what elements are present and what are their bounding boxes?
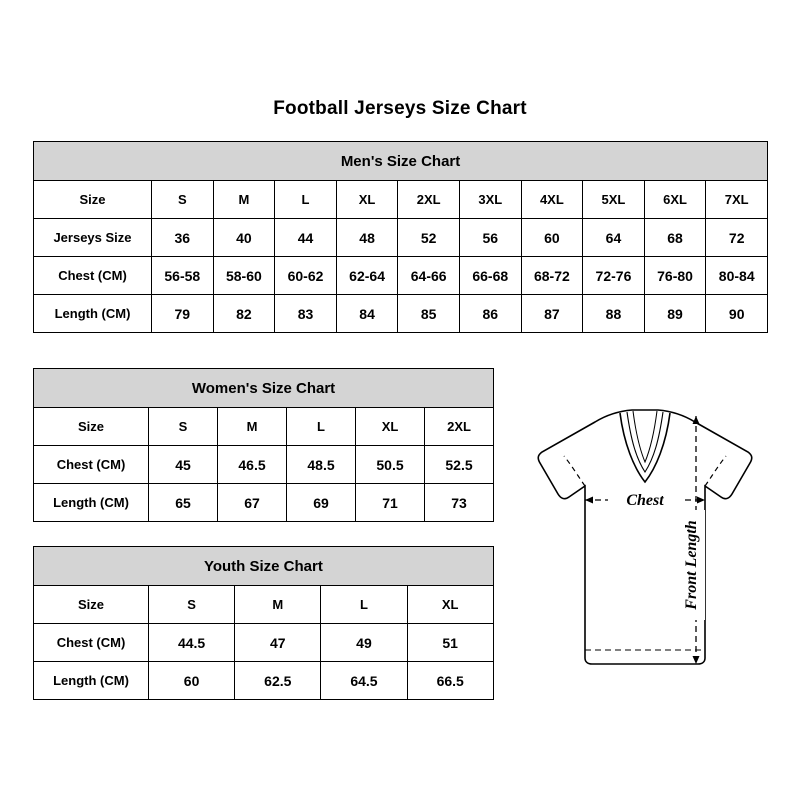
column-header: M bbox=[213, 181, 275, 219]
table-row bbox=[34, 662, 494, 700]
table-row bbox=[34, 446, 494, 484]
table-cell: 48.5 bbox=[287, 446, 356, 484]
column-header: M bbox=[235, 586, 321, 624]
table-cell: 36 bbox=[152, 219, 214, 257]
column-header: L bbox=[321, 586, 407, 624]
table-cell: 88 bbox=[583, 295, 645, 333]
table-cell: 60 bbox=[149, 662, 235, 700]
table-cell: 90 bbox=[706, 295, 768, 333]
row-label: Length (CM) bbox=[34, 295, 152, 333]
table-caption-row bbox=[34, 369, 494, 408]
table-cell: 62.5 bbox=[235, 662, 321, 700]
table-cell: 72 bbox=[706, 219, 768, 257]
table-row bbox=[34, 219, 768, 257]
table-cell: 64.5 bbox=[321, 662, 407, 700]
table-cell: 40 bbox=[213, 219, 275, 257]
table-cell: 51 bbox=[407, 624, 493, 662]
table-cell: 60 bbox=[521, 219, 583, 257]
youth-table-caption: Youth Size Chart bbox=[34, 547, 494, 586]
table-cell: 79 bbox=[152, 295, 214, 333]
table-header-row bbox=[34, 181, 768, 219]
column-header: S bbox=[149, 408, 218, 446]
table-cell: 45 bbox=[149, 446, 218, 484]
table-cell: 66-68 bbox=[459, 257, 521, 295]
table-cell: 44.5 bbox=[149, 624, 235, 662]
front-length-label: Front Length bbox=[683, 520, 700, 610]
table-caption-row bbox=[34, 142, 768, 181]
table-cell: 64-66 bbox=[398, 257, 460, 295]
table-cell: 71 bbox=[356, 484, 425, 522]
womens-table-caption: Women's Size Chart bbox=[34, 369, 494, 408]
table-cell: 52 bbox=[398, 219, 460, 257]
mens-table-caption: Men's Size Chart bbox=[34, 142, 768, 181]
table-cell: 82 bbox=[213, 295, 275, 333]
table-cell: 73 bbox=[425, 484, 494, 522]
table-cell: 67 bbox=[218, 484, 287, 522]
tshirt-measurement-diagram bbox=[500, 400, 790, 700]
row-header-label: Size bbox=[34, 408, 149, 446]
row-header-label: Size bbox=[34, 181, 152, 219]
column-header: XL bbox=[336, 181, 398, 219]
table-cell: 85 bbox=[398, 295, 460, 333]
table-header-row bbox=[34, 408, 494, 446]
table-cell: 50.5 bbox=[356, 446, 425, 484]
table-row bbox=[34, 484, 494, 522]
table-cell: 76-80 bbox=[644, 257, 706, 295]
column-header: 2XL bbox=[398, 181, 460, 219]
table-row bbox=[34, 257, 768, 295]
table-cell: 60-62 bbox=[275, 257, 337, 295]
table-cell: 52.5 bbox=[425, 446, 494, 484]
table-cell: 56 bbox=[459, 219, 521, 257]
row-label: Length (CM) bbox=[34, 484, 149, 522]
table-cell: 89 bbox=[644, 295, 706, 333]
column-header: L bbox=[275, 181, 337, 219]
table-row bbox=[34, 295, 768, 333]
table-cell: 87 bbox=[521, 295, 583, 333]
table-cell: 62-64 bbox=[336, 257, 398, 295]
column-header: 5XL bbox=[583, 181, 645, 219]
column-header: M bbox=[218, 408, 287, 446]
table-cell: 49 bbox=[321, 624, 407, 662]
row-label: Length (CM) bbox=[34, 662, 149, 700]
column-header: 6XL bbox=[644, 181, 706, 219]
table-cell: 83 bbox=[275, 295, 337, 333]
table-cell: 72-76 bbox=[583, 257, 645, 295]
column-header: S bbox=[149, 586, 235, 624]
table-cell: 65 bbox=[149, 484, 218, 522]
row-header-label: Size bbox=[34, 586, 149, 624]
table-cell: 80-84 bbox=[706, 257, 768, 295]
table-cell: 46.5 bbox=[218, 446, 287, 484]
mens-size-chart-table bbox=[33, 141, 768, 333]
table-cell: 58-60 bbox=[213, 257, 275, 295]
table-cell: 84 bbox=[336, 295, 398, 333]
table-cell: 56-58 bbox=[152, 257, 214, 295]
womens-size-chart-table bbox=[33, 368, 494, 522]
column-header: 2XL bbox=[425, 408, 494, 446]
youth-size-chart-table bbox=[33, 546, 494, 700]
table-cell: 47 bbox=[235, 624, 321, 662]
table-cell: 66.5 bbox=[407, 662, 493, 700]
chest-label: Chest bbox=[626, 492, 664, 509]
table-cell: 68-72 bbox=[521, 257, 583, 295]
column-header: 3XL bbox=[459, 181, 521, 219]
column-header: L bbox=[287, 408, 356, 446]
row-label: Chest (CM) bbox=[34, 257, 152, 295]
table-cell: 86 bbox=[459, 295, 521, 333]
column-header: 4XL bbox=[521, 181, 583, 219]
table-caption-row bbox=[34, 547, 494, 586]
length-arrow-top bbox=[693, 416, 700, 424]
table-row bbox=[34, 624, 494, 662]
row-label: Jerseys Size bbox=[34, 219, 152, 257]
table-header-row bbox=[34, 586, 494, 624]
table-cell: 69 bbox=[287, 484, 356, 522]
column-header: 7XL bbox=[706, 181, 768, 219]
table-cell: 44 bbox=[275, 219, 337, 257]
column-header: S bbox=[152, 181, 214, 219]
column-header: XL bbox=[407, 586, 493, 624]
page-title: Football Jerseys Size Chart bbox=[273, 98, 527, 119]
row-label: Chest (CM) bbox=[34, 446, 149, 484]
table-cell: 68 bbox=[644, 219, 706, 257]
row-label: Chest (CM) bbox=[34, 624, 149, 662]
table-cell: 48 bbox=[336, 219, 398, 257]
column-header: XL bbox=[356, 408, 425, 446]
table-cell: 64 bbox=[583, 219, 645, 257]
